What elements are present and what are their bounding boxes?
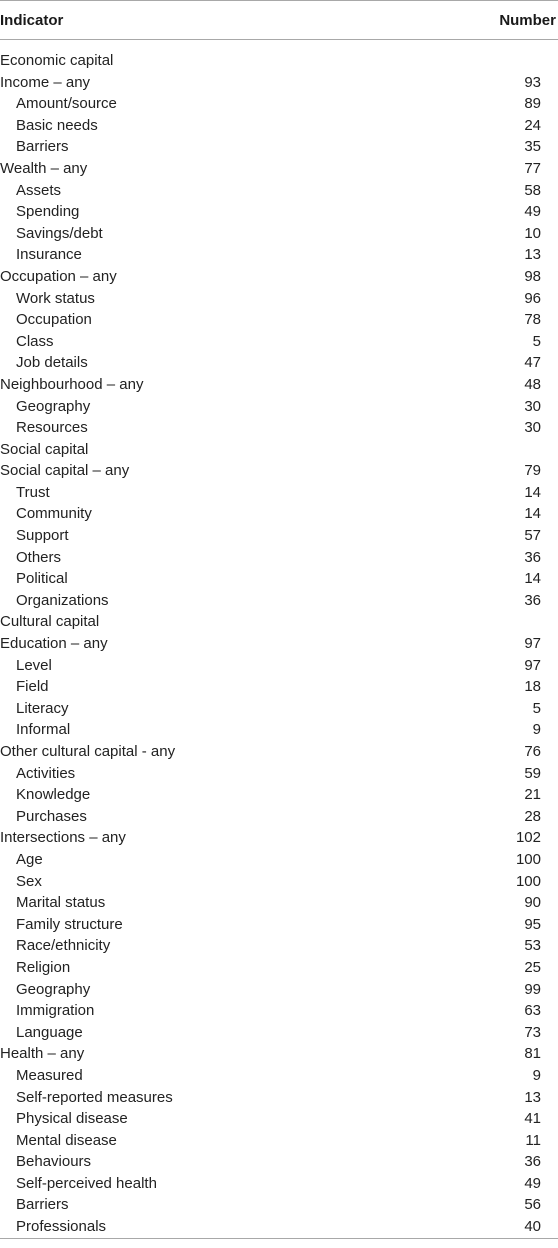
row-number: 63 bbox=[524, 1002, 541, 1020]
row-label: Savings/debt bbox=[16, 224, 103, 242]
row-label: Family structure bbox=[16, 915, 123, 933]
row-label: Self-perceived health bbox=[16, 1174, 157, 1192]
row-label: Economic capital bbox=[0, 52, 114, 69]
table-row bbox=[0, 698, 558, 720]
row-number: 81 bbox=[524, 1045, 541, 1063]
table-row bbox=[0, 115, 558, 137]
row-number: 14 bbox=[524, 483, 541, 501]
table-row bbox=[0, 1173, 558, 1195]
table-bottom-rule bbox=[0, 1238, 558, 1239]
row-number: 59 bbox=[524, 764, 541, 782]
table-row bbox=[0, 633, 558, 655]
table-row bbox=[0, 180, 558, 202]
table-row bbox=[0, 439, 558, 461]
table-row bbox=[0, 892, 558, 914]
table-row bbox=[0, 979, 558, 1001]
row-number: 89 bbox=[524, 95, 541, 113]
row-label: Measured bbox=[16, 1066, 83, 1084]
row-label: Resources bbox=[16, 419, 88, 437]
row-number: 5 bbox=[532, 699, 541, 717]
table-row bbox=[0, 547, 558, 569]
table-row bbox=[0, 503, 558, 525]
row-label: Immigration bbox=[16, 1002, 95, 1020]
row-number: 40 bbox=[524, 1218, 541, 1236]
row-number: 97 bbox=[524, 635, 541, 653]
table-row bbox=[0, 1065, 558, 1087]
table-row bbox=[0, 871, 558, 893]
row-label: Age bbox=[16, 850, 43, 868]
table-row bbox=[0, 741, 558, 763]
table-row bbox=[0, 1043, 558, 1065]
row-label: Barriers bbox=[16, 138, 69, 156]
row-label: Neighbourhood – any bbox=[0, 375, 144, 393]
row-label: Social capital bbox=[0, 440, 89, 458]
row-number: 18 bbox=[524, 678, 541, 696]
table-row bbox=[0, 655, 558, 677]
row-number: 36 bbox=[524, 548, 541, 566]
table-row bbox=[0, 914, 558, 936]
table-row bbox=[0, 763, 558, 785]
row-label: Race/ethnicity bbox=[16, 937, 111, 955]
row-label: Support bbox=[16, 527, 69, 545]
column-header-number: Number bbox=[499, 11, 556, 29]
row-number: 10 bbox=[524, 224, 541, 242]
row-label: Literacy bbox=[16, 699, 69, 717]
table-row bbox=[0, 1130, 558, 1152]
row-label: Income – any bbox=[0, 73, 91, 91]
table-row bbox=[0, 827, 558, 849]
row-number: 96 bbox=[524, 289, 541, 307]
row-number: 25 bbox=[524, 958, 541, 976]
row-label: Geography bbox=[16, 397, 91, 415]
table-row bbox=[0, 309, 558, 331]
table-row bbox=[0, 719, 558, 741]
row-label: Intersections – any bbox=[0, 829, 126, 847]
table-row bbox=[0, 1151, 558, 1173]
row-label: Field bbox=[16, 678, 49, 696]
row-number: 35 bbox=[524, 138, 541, 156]
row-number: 99 bbox=[524, 980, 541, 998]
row-label: Occupation – any bbox=[0, 267, 117, 285]
row-number: 28 bbox=[524, 807, 541, 825]
row-number: 9 bbox=[532, 1066, 541, 1084]
table-row bbox=[0, 568, 558, 590]
row-label: Sex bbox=[16, 872, 42, 890]
row-number: 30 bbox=[524, 419, 541, 437]
table-body bbox=[0, 40, 558, 1238]
row-number: 90 bbox=[524, 894, 541, 912]
row-number: 41 bbox=[524, 1110, 541, 1128]
row-label: Religion bbox=[16, 958, 71, 976]
row-label: Work status bbox=[16, 289, 95, 307]
row-label: Geography bbox=[16, 980, 91, 998]
row-number: 76 bbox=[524, 743, 541, 760]
row-number: 48 bbox=[524, 375, 541, 393]
row-label: Organizations bbox=[16, 591, 109, 609]
table-row bbox=[0, 590, 558, 612]
row-number: 36 bbox=[524, 591, 541, 609]
row-number: 49 bbox=[524, 1174, 541, 1192]
row-number: 11 bbox=[525, 1131, 541, 1149]
table-row bbox=[0, 935, 558, 957]
row-label: Marital status bbox=[16, 894, 106, 912]
row-label: Level bbox=[16, 656, 52, 674]
table-row bbox=[0, 525, 558, 547]
row-label: Knowledge bbox=[16, 786, 91, 804]
row-number: 13 bbox=[524, 1088, 541, 1106]
table-row bbox=[0, 1022, 558, 1044]
table-row bbox=[0, 417, 558, 439]
row-number: 79 bbox=[524, 462, 541, 480]
row-label: Behaviours bbox=[16, 1153, 92, 1171]
row-label: Insurance bbox=[16, 246, 82, 264]
table-header bbox=[0, 1, 558, 39]
row-label: Trust bbox=[16, 483, 50, 501]
row-label: Activities bbox=[16, 764, 76, 782]
table-row bbox=[0, 223, 558, 245]
table-row bbox=[0, 201, 558, 223]
row-label: Physical disease bbox=[16, 1110, 128, 1128]
row-number: 102 bbox=[515, 829, 541, 847]
row-number: 78 bbox=[524, 311, 541, 329]
row-number: 36 bbox=[524, 1153, 541, 1171]
row-label: Purchases bbox=[16, 807, 87, 825]
row-number: 5 bbox=[532, 332, 541, 350]
row-number: 73 bbox=[524, 1023, 541, 1041]
table-row bbox=[0, 611, 558, 633]
row-label: Self-reported measures bbox=[16, 1088, 173, 1106]
row-label: Political bbox=[16, 570, 68, 588]
row-label: Assets bbox=[16, 181, 62, 199]
row-label: Occupation bbox=[16, 311, 92, 329]
row-label: Language bbox=[16, 1023, 83, 1041]
table-row bbox=[0, 482, 558, 504]
row-number: 24 bbox=[524, 116, 541, 134]
row-label: Others bbox=[16, 548, 62, 566]
row-label: Spending bbox=[16, 203, 80, 221]
row-number: 58 bbox=[524, 181, 541, 199]
row-label: Amount/source bbox=[16, 95, 117, 113]
row-label: Mental disease bbox=[16, 1131, 117, 1149]
table-row bbox=[0, 676, 558, 698]
table-row bbox=[0, 266, 558, 288]
table-row bbox=[0, 136, 558, 158]
row-number: 95 bbox=[524, 915, 541, 933]
row-label: Education – any bbox=[0, 635, 108, 653]
row-number: 93 bbox=[524, 73, 541, 91]
table-row bbox=[0, 288, 558, 310]
row-label: Class bbox=[16, 332, 54, 350]
table-row bbox=[0, 849, 558, 871]
table-row bbox=[0, 1108, 558, 1130]
row-number: 30 bbox=[524, 397, 541, 415]
row-number: 53 bbox=[524, 937, 541, 955]
row-label: Social capital – any bbox=[0, 462, 130, 480]
table-row bbox=[0, 331, 558, 353]
table-row bbox=[0, 1087, 558, 1109]
row-number: 14 bbox=[524, 570, 541, 588]
row-number: 13 bbox=[524, 246, 541, 264]
table-row bbox=[0, 1194, 558, 1216]
table-row bbox=[0, 784, 558, 806]
row-label: Job details bbox=[16, 354, 88, 372]
table-row bbox=[0, 957, 558, 979]
row-number: 49 bbox=[524, 203, 541, 221]
row-label: Community bbox=[16, 505, 92, 523]
row-label: Professionals bbox=[16, 1218, 107, 1236]
row-label: Basic needs bbox=[16, 116, 98, 134]
column-header-indicator: Indicator bbox=[0, 11, 64, 29]
table-row bbox=[0, 374, 558, 396]
table-row bbox=[0, 1000, 558, 1022]
row-number: 98 bbox=[524, 267, 541, 285]
table-row bbox=[0, 244, 558, 266]
table-row bbox=[0, 806, 558, 828]
row-number: 100 bbox=[515, 872, 541, 890]
row-number: 9 bbox=[532, 721, 541, 739]
table-row bbox=[0, 1216, 558, 1238]
row-number: 57 bbox=[524, 527, 541, 545]
row-label: Other cultural capital - any bbox=[0, 743, 176, 760]
row-label: Cultural capital bbox=[0, 613, 100, 631]
row-number: 77 bbox=[524, 159, 541, 177]
table-row bbox=[0, 72, 558, 94]
row-label: Wealth – any bbox=[0, 159, 88, 177]
table-row bbox=[0, 158, 558, 180]
row-number: 47 bbox=[524, 354, 541, 372]
row-label: Barriers bbox=[16, 1196, 69, 1214]
table-row bbox=[0, 396, 558, 418]
row-label: Health – any bbox=[0, 1045, 85, 1063]
table-row bbox=[0, 93, 558, 115]
row-number: 21 bbox=[524, 786, 541, 804]
row-number: 56 bbox=[524, 1196, 541, 1214]
table-row bbox=[0, 352, 558, 374]
row-number: 14 bbox=[524, 505, 541, 523]
row-number: 100 bbox=[515, 850, 541, 868]
row-label: Informal bbox=[16, 721, 71, 739]
table-row bbox=[0, 460, 558, 482]
row-number: 97 bbox=[524, 656, 541, 674]
table-row bbox=[0, 50, 558, 72]
